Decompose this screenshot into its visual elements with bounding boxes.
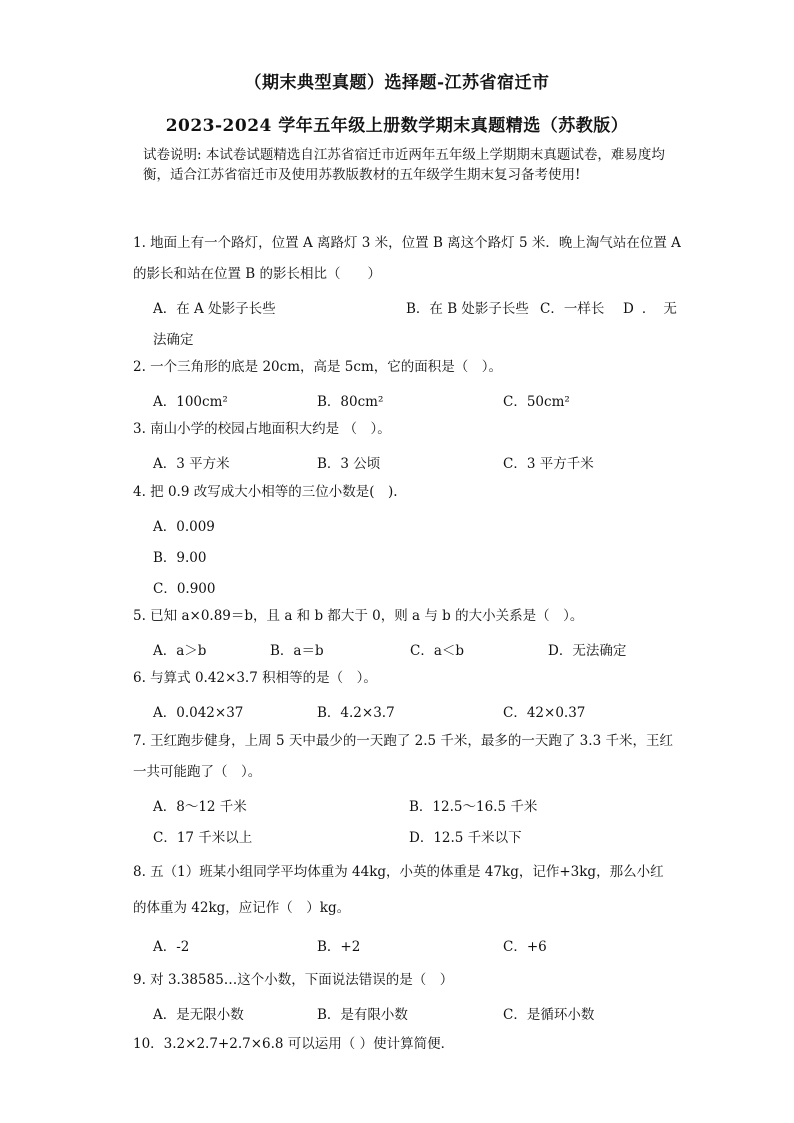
question-6-option-a: A．0.042×37 [153,705,244,721]
question-4-option-a: A．0.009 [153,519,215,535]
question-7-option-c: C．17 千米以上 [153,830,253,846]
question-8-stem-line2: 的体重为 42kg，应记作（ ）kg。 [133,900,351,916]
question-7-option-d: D．12.5 千米以下 [409,830,522,846]
question-10-stem: 10．3.2×2.7+2.7×6.8 可以运用（ ）使计算简便． [133,1036,455,1052]
question-9-option-a: A．是无限小数 [153,1007,244,1023]
question-4-option-c: C．0.900 [153,581,216,597]
question-6-option-b: B．4.2×3.7 [317,705,395,721]
question-1-option-d: D．无 [623,301,685,317]
question-4-option-b: B．9.00 [153,550,207,566]
question-1-option-b: B．在 B 处影子长些 [406,301,529,317]
question-1-stem: 1. 地面上有一个路灯，位置 A 离路灯 3 米，位置 B 离这个路灯 5 米．晚上淘气站在位置 A 的影长和站在位置 B 的影长相比（ ） [133,235,681,282]
question-3-option-c: C．3 平方千米 [503,456,594,472]
question-6-stem: 6. 与算式 0.42×3.7 积相等的是（ ）。 [133,670,377,686]
question-2-option-b: B．80cm² [317,394,384,410]
question-7-option-b: B．12.5～16.5 千米 [409,799,538,815]
question-3-stem: 3. 南山小学的校园占地面积大约是 （ ）。 [133,421,391,437]
question-6-option-c: C．42×0.37 [503,705,586,721]
question-9-option-c: C．是循环小数 [503,1007,595,1023]
question-1-option-a: A．在 A 处影子长些 [153,301,276,317]
question-9-stem: 9. 对 3.38585…这个小数，下面说法错误的是（ ） [133,972,454,988]
question-5-option-c: C．a＜b [410,643,465,659]
question-5-option-d: D．无法确定 [548,643,627,659]
question-7-stem: 7. 王红跑步健身，上周 5 天中最少的一天跑了 2.5 千米，最多的一天跑了 3.3 千米，王红一共可能跑了（ ）。 [133,733,673,780]
question-3-option-b: B．3 公顷 [317,456,381,472]
question-8-option-a: A．-2 [153,939,190,955]
question-2-stem: 2. 一个三角形的底是 20cm，高是 5cm，它的面积是（ ）。 [133,359,502,375]
question-5-stem: 5. 已知 a×0.89＝b，且 a 和 b 都大于 0，则 a 与 b 的大小关系是（ ）。 [133,608,584,624]
question-3-option-a: A．3 平方米 [153,456,230,472]
question-1-option-c: C．一样长 [540,301,605,317]
question-9-option-b: B．是有限小数 [317,1007,408,1023]
question-5-option-b: B．a＝b [270,643,324,659]
question-5-option-a: A．a＞b [153,643,207,659]
question-2-option-c: C．50cm² [503,394,570,410]
question-8-stem-line1: 8. 五（1）班某小组同学平均体重为 44kg，小英的体重是 47kg，记作+3kg，那么小红 [133,864,664,880]
question-1-option-d-cont: 法确定 [153,332,194,348]
page-title: （期末典型真题）选择题-江苏省宿迁市 [244,73,550,93]
question-7-option-a: A．8～12 千米 [153,799,247,815]
question-8-option-b: B．+2 [317,939,361,955]
question-2-option-a: A．100cm² [153,394,228,410]
exam-intro: 试卷说明: 本试卷试题精选自江苏省宿迁市近两年五年级上学期期末真题试卷，难易度均衡，适合江苏省宿迁市及使用苏教版教材的五年级学生期末复习备考使用! [143,147,665,183]
question-4-stem: 4. 把 0.9 改写成大小相等的三位小数是( ). [133,484,398,500]
question-8-option-c: C．+6 [503,939,547,955]
page-subtitle: 2023-2024 学年五年级上册数学期末真题精选（苏教版） [165,116,629,136]
